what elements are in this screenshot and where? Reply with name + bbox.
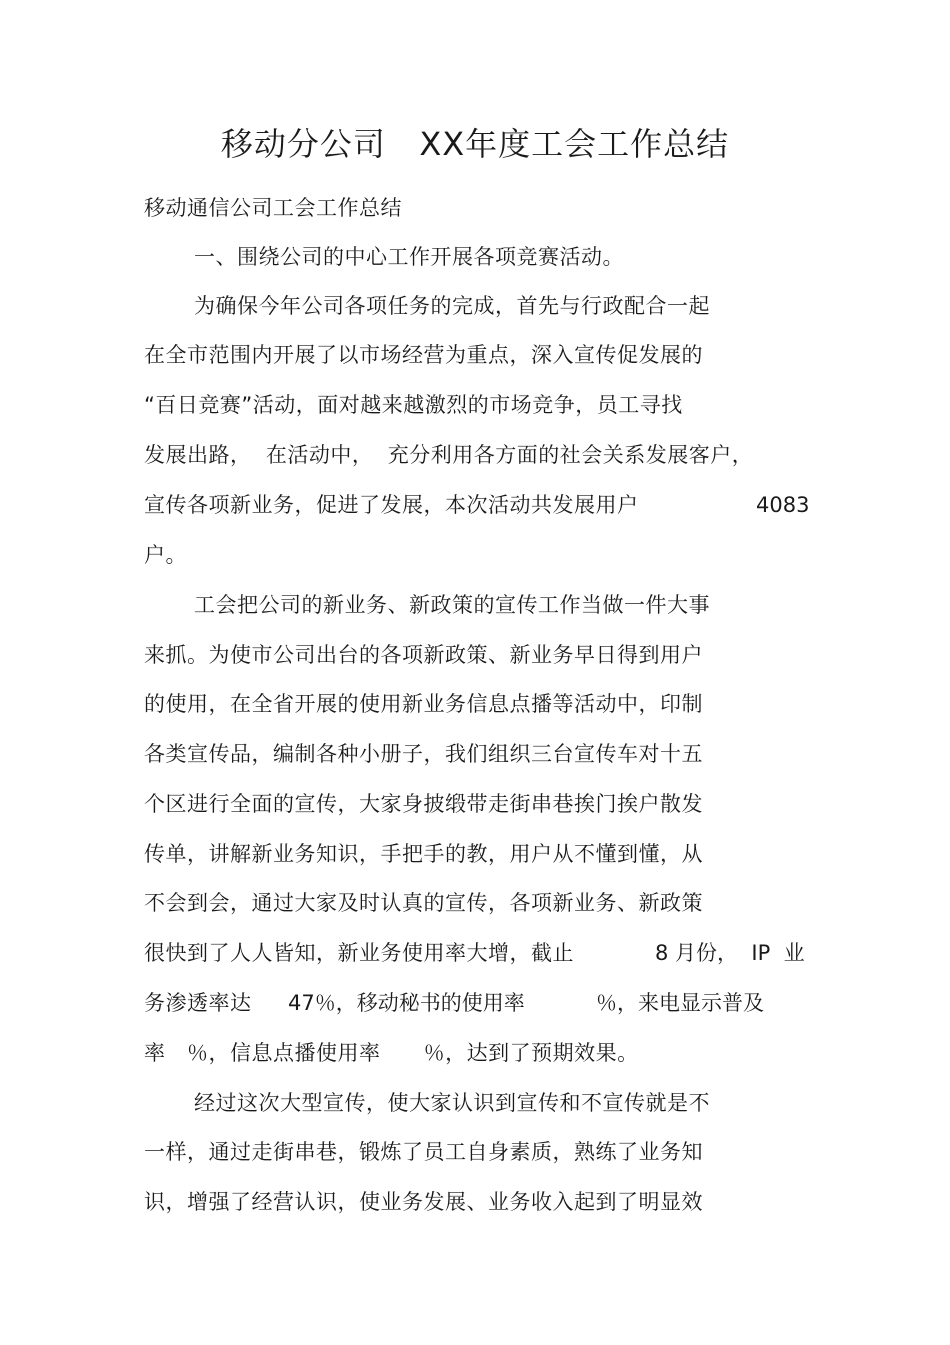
paragraph-1-line-3: “百日竞赛”活动，面对越来越激烈的市场竞争，员工寻找	[144, 393, 683, 417]
date-ip-fragment: 8 月份， IP 业	[655, 941, 805, 965]
paragraph-3-line-2: 一样，通过走街串巷，锻炼了员工自身素质，熟练了业务知	[144, 1140, 703, 1164]
paragraph-2-line-8: 很快到了人人皆知，新业务使用率大增，截止	[144, 941, 574, 965]
paragraph-1-line-2: 在全市范围内开展了以市场经营为重点，深入宣传促发展的	[144, 343, 703, 367]
paragraph-2-line-10: 率 ％，信息点播使用率 ％，达到了预期效果。	[144, 1041, 639, 1065]
paragraph-2-line-9a: 务渗透率达	[144, 991, 252, 1015]
paragraph-1-line-1: 为确保今年公司各项任务的完成，首先与行政配合一起	[194, 294, 710, 318]
paragraph-2-line-5: 个区进行全面的宣传，大家身披缎带走街串巷挨门挨户散发	[144, 792, 703, 816]
paragraph-3-line-1: 经过这次大型宣传，使大家认识到宣传和不宣传就是不	[194, 1091, 710, 1115]
paragraph-2-line-9c: ％，来电显示普及	[596, 991, 764, 1015]
paragraph-2-line-3: 的使用，在全省开展的使用新业务信息点播等活动中，印制	[144, 692, 703, 716]
paragraph-2-line-7: 不会到会，通过大家及时认真的宣传，各项新业务、新政策	[144, 891, 703, 915]
user-count-value: 4083	[756, 493, 810, 517]
document-title: 移动分公司 XX年度工会工作总结	[220, 125, 730, 163]
paragraph-1-line-5: 宣传各项新业务，促进了发展，本次活动共发展用户	[144, 493, 639, 517]
paragraph-2-line-6: 传单，讲解新业务知识，手把手的教，用户从不懂到懂，从	[144, 842, 703, 866]
paragraph-2-line-2: 来抓。为使市公司出台的各项新政策、新业务早日得到用户	[144, 643, 703, 667]
paragraph-2-line-4: 各类宣传品，编制各种小册子，我们组织三台宣传车对十五	[144, 742, 703, 766]
paragraph-1-line-4: 发展出路， 在活动中， 充分利用各方面的社会关系发展客户，	[144, 443, 754, 467]
paragraph-2-line-9b: 47％，移动秘书的使用率	[288, 991, 525, 1015]
section-heading-1: 一、围绕公司的中心工作开展各项竞赛活动。	[194, 245, 624, 269]
paragraph-1-line-6: 户。	[144, 543, 187, 567]
document-subtitle: 移动通信公司工会工作总结	[144, 196, 402, 220]
paragraph-2-line-1: 工会把公司的新业务、新政策的宣传工作当做一件大事	[194, 593, 710, 617]
paragraph-3-line-3: 识，增强了经营认识，使业务发展、业务收入起到了明显效	[144, 1190, 703, 1214]
